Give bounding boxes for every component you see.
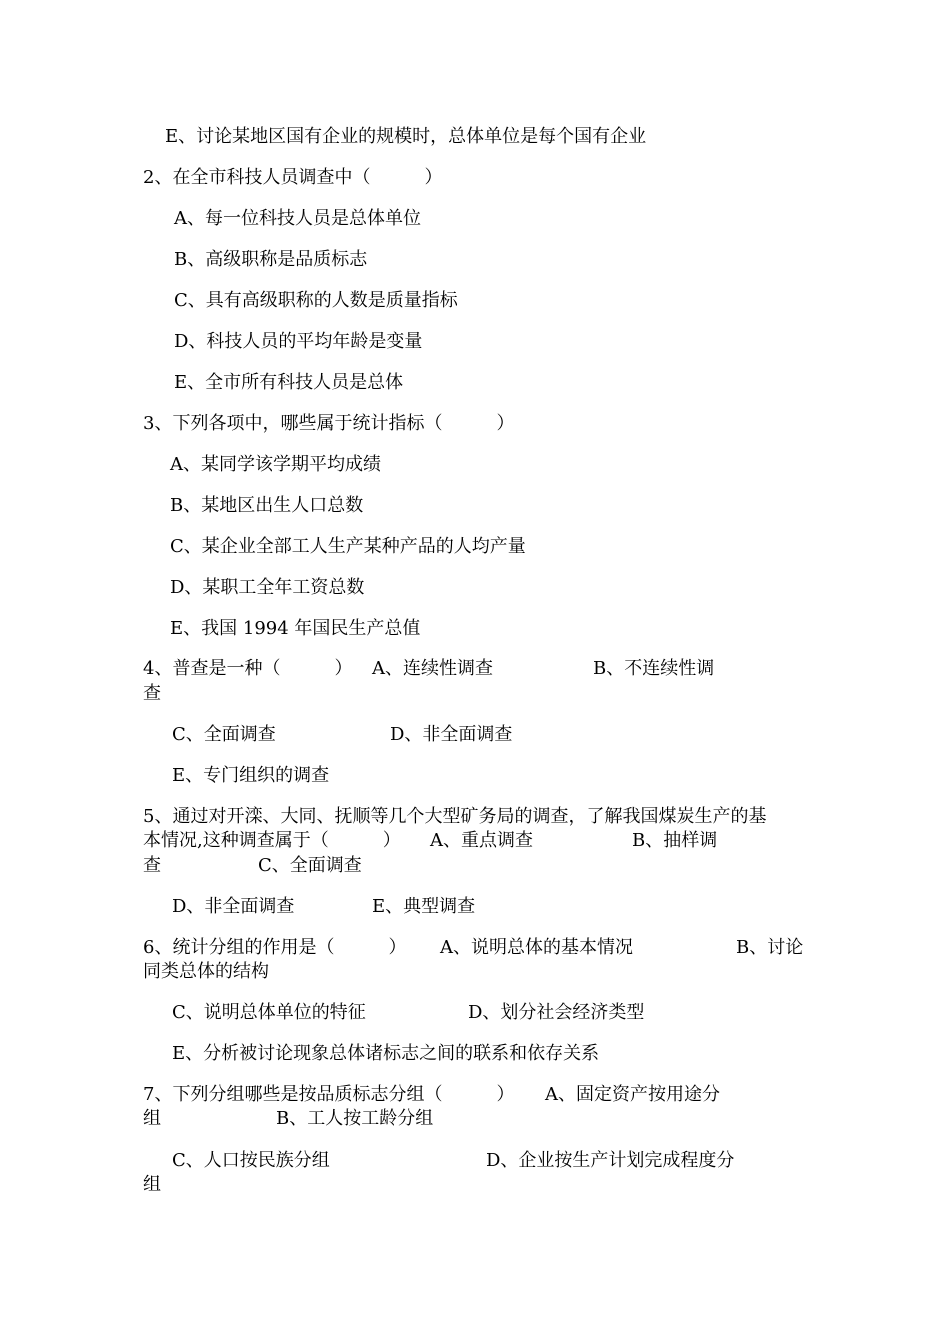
- q3-option-c: C、某企业全部工人生产某种产品的人均产量: [170, 536, 526, 557]
- q4-question: 4、普查是一种（ ）: [143, 658, 353, 679]
- q2-option-b: B、高级职称是品质标志: [174, 249, 368, 270]
- q5-option-e: E、典型调查: [372, 896, 476, 917]
- q5-option-a: A、重点调查: [430, 830, 533, 851]
- q4-option-d: D、非全面调查: [390, 724, 513, 745]
- q3-question: 3、下列各项中，哪些属于统计指标（ ）: [143, 413, 515, 434]
- q3-option-a: A、某同学该学期平均成绩: [170, 454, 381, 475]
- q5-question-cont: 本情况,这种调查属于（ ）: [143, 830, 401, 851]
- q6-question: 6、统计分组的作用是（ ）: [143, 937, 407, 958]
- q6-option-b-wrap: 同类总体的结构: [143, 961, 269, 982]
- q4-option-b: B、不连续性调: [593, 658, 715, 679]
- q4-option-b-wrap: 查: [143, 683, 161, 704]
- q4-option-c: C、全面调查: [172, 724, 276, 745]
- q4-option-a: A、连续性调查: [372, 658, 493, 679]
- q6-option-d: D、划分社会经济类型: [468, 1002, 645, 1023]
- q7-option-a-wrap: 组: [143, 1108, 161, 1129]
- q7-option-a: A、固定资产按用途分: [545, 1084, 720, 1105]
- q5-question: 5、通过对开滦、大同、抚顺等几个大型矿务局的调查，了解我国煤炭生产的基: [143, 806, 767, 827]
- q3-option-b: B、某地区出生人口总数: [170, 495, 364, 516]
- q7-option-d: D、企业按生产计划完成程度分: [486, 1150, 735, 1171]
- q5-option-b-wrap: 查: [143, 855, 161, 876]
- q2-question: 2、在全市科技人员调查中（ ）: [143, 167, 443, 188]
- q1-option-e: E、讨论某地区国有企业的规模时，总体单位是每个国有企业: [165, 126, 647, 147]
- q6-option-a: A、说明总体的基本情况: [440, 937, 633, 958]
- q3-option-d: D、某职工全年工资总数: [170, 577, 365, 598]
- q2-option-d: D、科技人员的平均年龄是变量: [174, 331, 423, 352]
- q7-option-c: C、人口按民族分组: [172, 1150, 330, 1171]
- q7-question: 7、下列分组哪些是按品质标志分组（ ）: [143, 1084, 515, 1105]
- q6-option-c: C、说明总体单位的特征: [172, 1002, 366, 1023]
- q7-option-d-wrap: 组: [143, 1174, 161, 1195]
- q6-option-e: E、分析被讨论现象总体诸标志之间的联系和依存关系: [172, 1043, 600, 1064]
- q2-option-c: C、具有高级职称的人数是质量指标: [174, 290, 458, 311]
- q3-option-e: E、我国 1994 年国民生产总值: [170, 618, 421, 639]
- q5-option-c: C、全面调查: [258, 855, 362, 876]
- q4-option-e: E、专门组织的调查: [172, 765, 330, 786]
- q5-option-b: B、抽样调: [632, 830, 718, 851]
- q7-option-b: B、工人按工龄分组: [276, 1108, 434, 1129]
- q2-option-a: A、每一位科技人员是总体单位: [174, 208, 421, 229]
- q5-option-d: D、非全面调查: [172, 896, 295, 917]
- q6-option-b: B、讨论: [736, 937, 804, 958]
- q2-option-e: E、全市所有科技人员是总体: [174, 372, 404, 393]
